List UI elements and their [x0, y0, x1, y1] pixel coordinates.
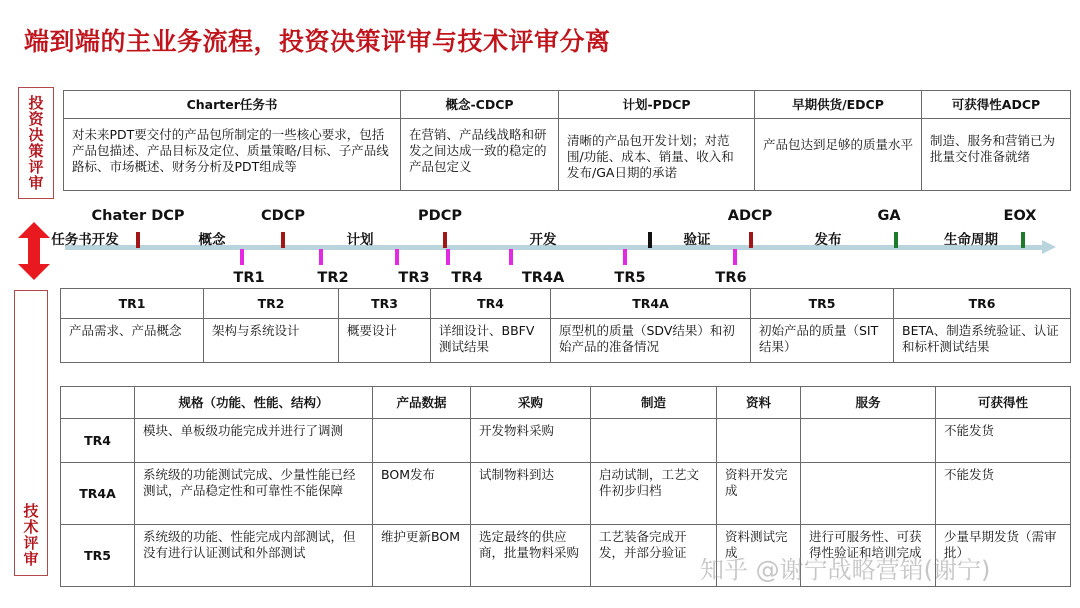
- dcp-table: [63, 90, 1071, 191]
- milestone-label-eox: EOX: [1003, 208, 1037, 224]
- table-cell: 开发物料采购: [471, 419, 591, 463]
- milestone-label-adcp: ADCP: [727, 208, 773, 224]
- phase-label-concept: 概念: [198, 232, 226, 248]
- tr-header-tr5: TR5: [751, 289, 894, 319]
- cdcp-tick-icon: [281, 232, 285, 248]
- tr-cell-tr4a: 原型机的质量（SDV结果）和初始产品的准备情况: [551, 319, 751, 363]
- side-char: 投: [28, 94, 44, 112]
- tr5-tick-icon: [623, 249, 627, 265]
- table-row: [61, 419, 1071, 463]
- side-char: 决: [28, 126, 44, 144]
- tr-label-tr5: TR5: [614, 270, 646, 286]
- table-cell: 资料开发完成: [717, 463, 801, 525]
- side-char: 术: [23, 518, 39, 536]
- milestone-label-ga: GA: [877, 208, 901, 224]
- table-cell: [801, 419, 936, 463]
- table-cell: 启动试制，工艺文件初步归档: [591, 463, 717, 525]
- matrix-header-spec: 规格（功能、性能、结构）: [135, 387, 373, 419]
- tr4-tick-icon: [446, 249, 450, 265]
- dcp-header-cdcp: 概念-CDCP: [401, 91, 559, 119]
- timeline-arrowhead-icon: [1042, 240, 1056, 254]
- page-title: 端到端的主业务流程，投资决策评审与技术评审分离: [24, 27, 611, 56]
- technical-review-label: [14, 290, 48, 576]
- table-cell: 模块、单板级功能完成并进行了调测: [135, 419, 373, 463]
- dcp-header-row: [64, 91, 1071, 119]
- tr-header-tr6: TR6: [894, 289, 1071, 319]
- table-cell: [717, 419, 801, 463]
- table-cell: [591, 419, 717, 463]
- table-cell: 进行可服务性、可获得性验证和培训完成: [801, 525, 936, 587]
- matrix-header-procurement: 采购: [471, 387, 591, 419]
- side-char: 审: [23, 550, 39, 568]
- matrix-header-documentation: 资料: [717, 387, 801, 419]
- table-cell: 少量早期发货（需审批）: [936, 525, 1071, 587]
- tr-header-tr2: TR2: [204, 289, 339, 319]
- table-cell: 试制物料到达: [471, 463, 591, 525]
- dcp-cell-pdcp: 清晰的产品包开发计划；对范围/功能、成本、销量、收入和发布/GA日期的承诺: [559, 119, 755, 191]
- dcp-cell-adcp: 制造、服务和营销已为批量交付准备就绪: [922, 119, 1071, 191]
- phase-label-plan: 计划: [346, 232, 374, 248]
- tr-label-tr1: TR1: [233, 270, 265, 286]
- side-char: 评: [23, 534, 39, 552]
- tr-cell-tr2: 架构与系统设计: [204, 319, 339, 363]
- dcp-cell-edcp: 产品包达到足够的质量水平: [755, 119, 922, 191]
- dcp-cell-cdcp: 在营销、产品线战略和研发之间达成一致的稳定的产品包定义: [401, 119, 559, 191]
- row-header-tr4: TR4: [61, 419, 135, 463]
- tr6-tick-icon: [733, 249, 737, 265]
- dcp-header-pdcp: 计划-PDCP: [559, 91, 755, 119]
- tr-label-tr6: TR6: [715, 270, 747, 286]
- tr-label-tr3: TR3: [398, 270, 430, 286]
- dcp-header-charter: Charter任务书: [64, 91, 401, 119]
- adcp-tick-icon: [749, 232, 753, 248]
- milestone-label-charter-dcp: Chater DCP: [91, 208, 185, 224]
- table-cell: [801, 463, 936, 525]
- tr-cell-tr3: 概要设计: [339, 319, 431, 363]
- side-char: 技: [23, 502, 39, 520]
- side-char: 审: [28, 174, 44, 192]
- matrix-header-row: [61, 387, 1071, 419]
- milestone-label-pdcp: PDCP: [418, 208, 462, 224]
- table-cell: 系统级的功能测试完成、少量性能已经测试，产品稳定性和可靠性不能保障: [135, 463, 373, 525]
- tr-cell-tr4: 详细设计、BBFV测试结果: [431, 319, 551, 363]
- ga-tick-icon: [894, 232, 898, 248]
- dcp-cell-charter: 对未来PDT要交付的产品包所制定的一些核心要求，包括产品包描述、产品目标及定位、质量策略/目标、子产品线路标、市场概述、财务分析及PDT组成等: [64, 119, 401, 191]
- tr4a-tick-icon: [509, 249, 513, 265]
- tr-header-tr1: TR1: [61, 289, 204, 319]
- table-cell: [373, 419, 471, 463]
- watermark-text: 知乎 @谢宁战略营销(谢宁): [700, 556, 991, 584]
- dcp-content-row: [64, 119, 1071, 191]
- dcp-header-edcp: 早期供货/EDCP: [755, 91, 922, 119]
- process-timeline: [0, 200, 1080, 290]
- matrix-header-corner: [61, 387, 135, 419]
- tr-header-row: [61, 289, 1071, 319]
- charter-dcp-tick-icon: [136, 232, 140, 248]
- edcp-tick-icon: [648, 232, 652, 248]
- phase-label-charter: 任务书开发: [51, 232, 119, 248]
- phase-label-launch: 发布: [814, 232, 842, 248]
- tr-cell-tr5: 初始产品的质量（SIT结果）: [751, 319, 894, 363]
- table-cell: 不能发货: [936, 419, 1071, 463]
- side-char: 资: [28, 110, 44, 128]
- dcp-header-adcp: 可获得性ADCP: [922, 91, 1071, 119]
- milestone-label-cdcp: CDCP: [261, 208, 305, 224]
- row-header-tr5: TR5: [61, 525, 135, 587]
- table-cell: 选定最终的供应商，批量物料采购: [471, 525, 591, 587]
- table-cell: 系统级的功能、性能完成内部测试，但没有进行认证测试和外部测试: [135, 525, 373, 587]
- tr-header-tr4: TR4: [431, 289, 551, 319]
- table-row: [61, 525, 1071, 587]
- tr-label-tr2: TR2: [317, 270, 349, 286]
- matrix-header-availability: 可获得性: [936, 387, 1071, 419]
- row-header-tr4a: TR4A: [61, 463, 135, 525]
- phase-label-develop: 开发: [529, 232, 557, 248]
- tr2-tick-icon: [319, 249, 323, 265]
- pdcp-tick-icon: [443, 232, 447, 248]
- table-cell: 不能发货: [936, 463, 1071, 525]
- side-char: 策: [28, 142, 44, 160]
- tr-header-tr4a: TR4A: [551, 289, 751, 319]
- tr-table: [60, 288, 1071, 363]
- tr3-tick-icon: [395, 249, 399, 265]
- tr-cell-tr6: BETA、制造系统验证、认证和标杆测试结果: [894, 319, 1071, 363]
- tr-content-row: [61, 319, 1071, 363]
- side-char: 评: [28, 158, 44, 176]
- matrix-header-manufacturing: 制造: [591, 387, 717, 419]
- tr-function-matrix-table: [60, 386, 1071, 587]
- tr-label-tr4: TR4: [451, 270, 483, 286]
- table-row: [61, 463, 1071, 525]
- eox-tick-icon: [1021, 232, 1025, 248]
- tr-cell-tr1: 产品需求、产品概念: [61, 319, 204, 363]
- phase-label-lifecycle: 生命周期: [944, 232, 998, 248]
- investment-review-label: [18, 87, 54, 199]
- table-cell: 维护更新BOM: [373, 525, 471, 587]
- tr-header-tr3: TR3: [339, 289, 431, 319]
- tr-label-tr4a: TR4A: [521, 270, 565, 286]
- matrix-header-product-data: 产品数据: [373, 387, 471, 419]
- table-cell: 资料测试完成: [717, 525, 801, 587]
- phase-label-verify: 验证: [683, 232, 711, 248]
- tr1-tick-icon: [240, 249, 244, 265]
- matrix-header-service: 服务: [801, 387, 936, 419]
- table-cell: BOM发布: [373, 463, 471, 525]
- table-cell: 工艺装备完成开发，并部分验证: [591, 525, 717, 587]
